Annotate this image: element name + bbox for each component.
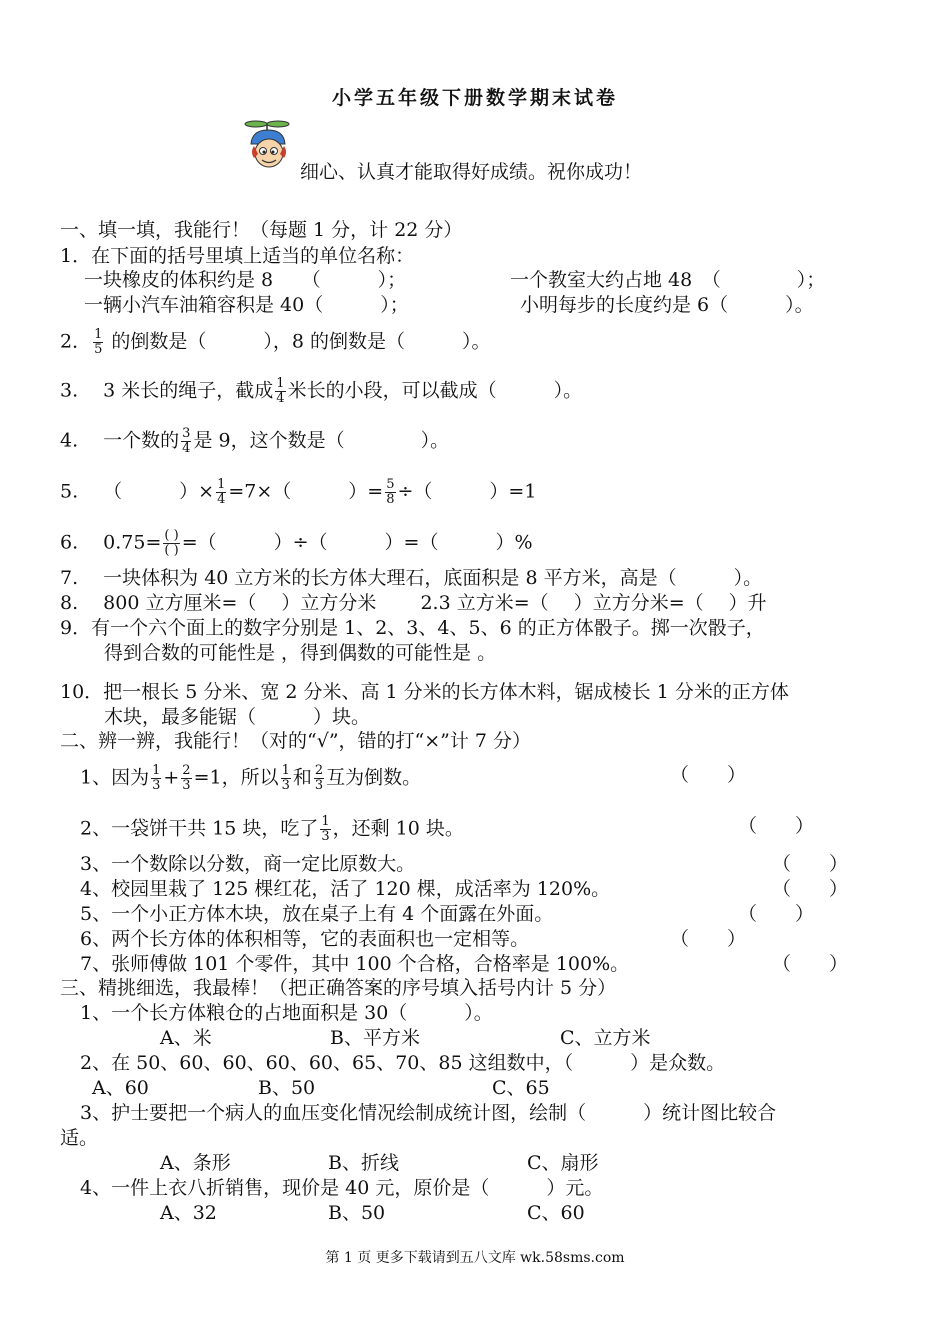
section3-heading: 三、精挑细选，我最棒！（把正确答案的序号填入括号内计 5 分） (60, 977, 617, 999)
s1-q6-post: =（ ）÷（ ）=（ ）% (181, 531, 533, 554)
fraction-den: 4 (276, 391, 285, 406)
s2-q2-post: ，还剩 10 块。 (332, 817, 464, 840)
s1-q5-post: ÷（ ）=1 (397, 480, 537, 503)
s3-q3-cont: 适。 (60, 1127, 99, 1149)
s2-q1-pre: 1、因为 (80, 766, 150, 789)
fraction-den: 3 (152, 778, 161, 793)
s2-q5-text: 5、一个小正方体木块，放在桌子上有 4 个面露在外面。 (80, 903, 554, 925)
fraction-den: 3 (321, 829, 330, 844)
s1-q3-pre: 3. 3 米长的绳子，截成 (60, 379, 274, 402)
s3-q3-option-a: A、条形 (160, 1152, 231, 1174)
s1-q1-stem: 1．在下面的括号里填上适当的单位名称： (60, 245, 415, 267)
s3-q2-option-c: C、65 (492, 1077, 550, 1099)
motto: 细心、认真才能取得好成绩。祝你成功！ (300, 161, 643, 183)
fraction-den: 8 (386, 492, 395, 507)
fraction-num: 1 (152, 763, 161, 778)
s1-q10a: 10．把一根长 5 分米、宽 2 分米、高 1 分米的长方体木料，锯成棱长 1 分米的正方体 (60, 681, 789, 703)
s3-q1-option-a: A、米 (160, 1027, 212, 1049)
s1-q1-row2b: 小明每步的长度约是 6（ ）。 (520, 294, 814, 316)
s1-q1-row2a: 一辆小汽车油箱容积是 40（ ）； (84, 294, 409, 316)
s1-q4-pre: 4. 一个数的 (60, 429, 180, 452)
fraction-den: 3 (314, 778, 324, 793)
s3-q1-stem: 1、一个长方体粮仓的占地面积是 30（ ）。 (80, 1002, 493, 1024)
fraction (163, 529, 179, 558)
s3-q1-option-c: C、立方米 (560, 1027, 651, 1049)
s2-q6-text: 6、两个长方体的体积相等，它的表面积也一定相等。 (80, 928, 530, 950)
s1-q5-pre: 5. （ ）× (60, 480, 215, 503)
fraction-num: ( ) (164, 528, 179, 543)
s2-q1-post: 互为倒数。 (326, 766, 422, 789)
fraction-den: 4 (217, 492, 226, 507)
s3-q2-option-b: B、50 (258, 1077, 316, 1099)
s3-q3-stem: 3、护士要把一个病人的血压变化情况绘制成统计图，绘制（ ）统计图比较合 (80, 1102, 777, 1124)
fraction (216, 478, 226, 507)
s2-q4-answer-paren[interactable]: （ ） (772, 878, 849, 900)
s2-q1-answer-paren[interactable]: （ ） (670, 764, 747, 786)
s2-q4-text: 4、校园里栽了 125 棵红花，活了 120 棵，成活率为 120%。 (80, 878, 611, 900)
fraction-den: ( ) (164, 543, 179, 558)
fraction-num: 1 (281, 763, 290, 778)
s2-q2-pre: 2、一袋饼干共 15 块，吃了 (80, 817, 319, 840)
s2-q5-answer-paren[interactable]: （ ） (738, 903, 815, 925)
fraction (181, 764, 191, 793)
page-footer: 第 1 页 更多下载请到五八文库 wk.58sms.com (325, 1250, 625, 1266)
s1-q7: 7. 一块体积为 40 立方米的长方体大理石，底面积是 8 平方米，高是（ ）。 (60, 567, 763, 589)
s1-q5 (60, 478, 536, 507)
s2-q1-mid: =1，所以 (193, 766, 279, 789)
s1-q5-mid: =7×（ ）= (228, 480, 384, 503)
fraction (151, 764, 161, 793)
s3-q1-option-b: B、平方米 (330, 1027, 420, 1049)
page-title: 小学五年级下册数学期末试卷 (331, 87, 618, 109)
fraction (281, 764, 291, 793)
fraction-den: 3 (281, 778, 290, 793)
s1-q4 (60, 427, 449, 456)
fraction-num: 1 (276, 376, 285, 391)
fraction (181, 427, 191, 456)
s2-q1 (80, 764, 421, 793)
s1-q2 (60, 328, 491, 357)
s1-q1-row1a: 一块橡皮的体积约是 8 （ ）； (84, 269, 407, 291)
s3-q4-option-b: B、50 (328, 1202, 386, 1224)
fraction-den: 3 (182, 778, 191, 793)
fraction-num: 1 (217, 477, 226, 492)
fraction-den: 4 (182, 441, 191, 456)
s2-q1-and: 和 (292, 766, 312, 789)
fraction-den: 5 (94, 342, 103, 357)
s3-q3-option-c: C、扇形 (527, 1152, 599, 1174)
s3-q4-stem: 4、一件上衣八折销售，现价是 40 元，原价是（ ）元。 (80, 1177, 604, 1199)
s2-q7-text: 7、张师傅做 101 个零件，其中 100 个合格，合格率是 100%。 (80, 953, 630, 975)
s1-q10b: 木块，最多能锯（ ）块。 (104, 706, 371, 728)
plus-sign: + (163, 766, 180, 789)
s3-q4-option-c: C、60 (527, 1202, 585, 1224)
s1-q6 (60, 529, 533, 558)
s1-q9a: 9．有一个六个面上的数字分别是 1、2、3、4、5、6 的正方体骰子。掷一次骰子， (60, 617, 765, 639)
fraction-num: 2 (182, 763, 191, 778)
s3-q2-stem: 2、在 50、60、60、60、60、65、70、85 这组数中，（ ）是众数。 (80, 1052, 726, 1074)
s1-q2-post: 的倒数是（ ），8 的倒数是（ ）。 (105, 330, 491, 353)
s2-q2-answer-paren[interactable]: （ ） (738, 815, 815, 837)
s2-q3-answer-paren[interactable]: （ ） (772, 853, 849, 875)
cartoon-kid-icon (242, 118, 294, 176)
s3-q4-option-a: A、32 (160, 1202, 217, 1224)
fraction-num: 2 (314, 763, 324, 778)
s1-q3 (60, 377, 582, 406)
s1-q8: 8. 800 立方厘米=（ ）立方分米 2.3 立方米=（ ）立方分米=（ ）升 (60, 592, 767, 614)
fraction-num: 1 (321, 814, 330, 829)
s1-q3-post: 米长的小段，可以截成（ ）。 (287, 379, 583, 402)
s3-q2-option-a: A、60 (92, 1077, 149, 1099)
section1-heading: 一、填一填，我能行！（每题 1 分，计 22 分） (60, 219, 463, 241)
s1-q9b: 得到合数的可能性是 ，得到偶数的可能性是 。 (104, 642, 497, 664)
section2-heading: 二、辨一辨，我能行！（对的“√”，错的打“×”计 7 分） (60, 730, 532, 752)
s1-q1-row1b: 一个教室大约占地 48 （ ）； (510, 269, 826, 291)
fraction (93, 328, 103, 357)
s2-q3-text: 3、一个数除以分数，商一定比原数大。 (80, 853, 416, 875)
fraction (385, 478, 395, 507)
fraction-num: 1 (94, 327, 103, 342)
s2-q6-answer-paren[interactable]: （ ） (670, 928, 747, 950)
fraction (275, 377, 285, 406)
s2-q7-answer-paren[interactable]: （ ） (772, 953, 849, 975)
fraction (320, 815, 330, 844)
s1-q4-post: 是 9，这个数是（ ）。 (193, 429, 450, 452)
fraction (314, 764, 324, 793)
fraction-num: 5 (386, 477, 395, 492)
s3-q3-option-b: B、折线 (328, 1152, 399, 1174)
s1-q6-pre: 6. 0.75= (60, 531, 162, 554)
s1-q2-pre: 2． (60, 330, 92, 353)
fraction-num: 3 (182, 426, 191, 441)
s2-q2 (80, 815, 464, 844)
